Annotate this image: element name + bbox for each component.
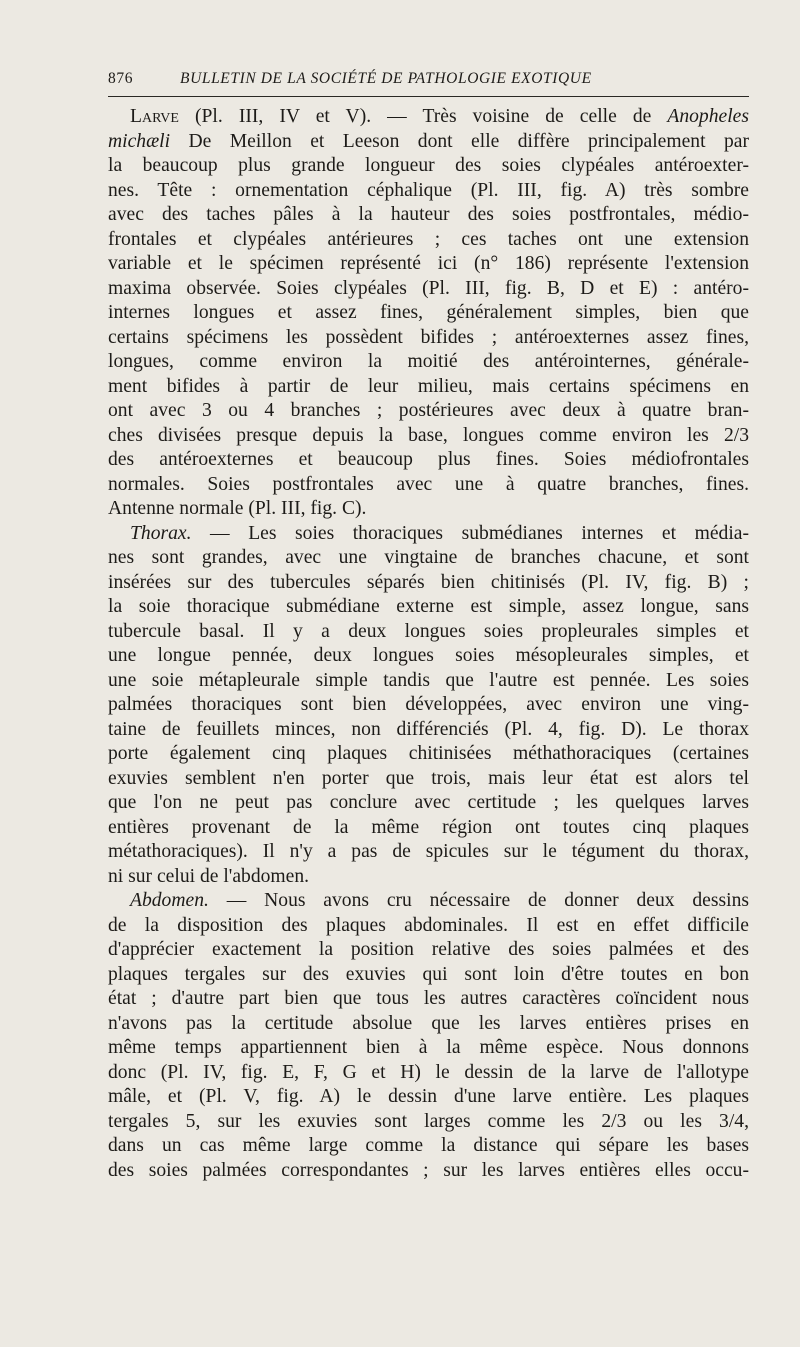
text-line [108, 865, 749, 890]
text-segment: palmées thoraciques sont bien développées, avec environ une ving- [108, 694, 749, 715]
text-line [108, 620, 749, 645]
text-segment: une longue pennée, deux longues soies mésopleurales simples, et [108, 645, 749, 666]
text-segment: état ; d'autre part bien que tous les autres caractères coïncident nous [108, 988, 749, 1009]
page-number: 876 [108, 70, 134, 87]
text-segment: frontales et clypéales antérieures ; ces taches ont une extension [108, 228, 749, 250]
italic-term: michæli [108, 130, 171, 152]
text-segment: De Meillon et Leeson dont elle diffère principalement par [170, 130, 749, 152]
text-line [108, 424, 749, 449]
text-line [108, 399, 749, 424]
text-line [108, 840, 749, 865]
text-segment: — Les soies thoraciques submédianes internes et média- [191, 522, 749, 544]
text-segment: même temps appartiennent bien à la même espèce. Nous donnons [108, 1037, 749, 1058]
running-header [108, 70, 748, 88]
text-line [108, 203, 749, 228]
text-line [108, 154, 749, 179]
text-segment: tubercule basal. Il y a deux longues soies propleurales simples et [108, 620, 749, 642]
text-segment: nes. Tête : ornementation céphalique (Pl. III, fig. A) très sombre [108, 179, 749, 201]
text-line [108, 1061, 749, 1086]
text-segment: ont avec 3 ou 4 branches ; postérieures avec deux à quatre bran- [108, 400, 749, 421]
text-segment: des soies palmées correspondantes ; sur les larves entières elles occu- [108, 1159, 749, 1181]
text-line [108, 277, 749, 302]
text-segment: variable et le spécimen représenté ici (n° 186) représente l'extension [108, 253, 749, 274]
text-line [108, 669, 749, 694]
text-line [108, 693, 749, 718]
text-line [108, 914, 749, 939]
text-line [108, 228, 749, 253]
text-line [108, 350, 749, 375]
text-line [108, 1036, 749, 1061]
text-line [108, 1110, 749, 1135]
text-line [108, 889, 749, 914]
text-line [108, 644, 749, 669]
text-segment: plaques tergales sur des exuvies qui sont loin d'être toutes en bon [108, 963, 749, 985]
text-segment: maxima observée. Soies clypéales (Pl. III, fig. B, D et E) : antéro- [108, 277, 749, 299]
text-segment: avec des taches pâles à la hauteur des soies postfrontales, médio- [108, 204, 749, 225]
text-line [108, 816, 749, 841]
text-segment: des antéroexternes et beaucoup plus fines. Soies médiofrontales [108, 449, 749, 470]
text-segment: — Nous avons cru nécessaire de donner deux dessins [208, 890, 749, 911]
text-segment: entières provenant de la même région ont toutes cinq plaques [108, 816, 749, 838]
text-segment: que l'on ne peut pas conclure avec certitude ; les quelques larves [108, 792, 749, 813]
text-segment: normales. Soies postfrontales avec une à quatre branches, fines. [108, 473, 749, 495]
text-line [108, 375, 749, 400]
text-segment: porte également cinq plaques chitinisées méthathoraciques (certaines [108, 743, 749, 764]
text-segment: longues, comme environ la moitié des antérointernes, générale- [108, 351, 749, 372]
text-segment: (Pl. III, IV et V). — Très voisine de celle de [178, 106, 668, 127]
text-segment: tergales 5, sur les exuvies sont larges comme les 2/3 ou les 3/4, [108, 1110, 749, 1132]
text-segment: une soie métapleurale simple tandis que l'autre est pennée. Les soies [108, 669, 749, 691]
text-segment: n'avons pas la certitude absolue que les larves entières prises en [108, 1012, 749, 1034]
text-line [108, 1134, 749, 1159]
text-line [108, 130, 749, 155]
text-line [108, 179, 749, 204]
text-line [108, 791, 749, 816]
text-line [108, 1159, 749, 1184]
text-segment: métathoraciques). Il n'y a pas de spicules sur le tégument du thorax, [108, 841, 749, 862]
text-segment: Antenne normale (Pl. III, fig. C). [108, 498, 367, 519]
text-line [108, 252, 749, 277]
text-line [108, 1012, 749, 1037]
text-line [108, 448, 749, 473]
text-segment: ches divisées presque depuis la base, longues comme environ les 2/3 [108, 424, 749, 446]
header-rule [108, 96, 749, 97]
italic-term: Anopheles [667, 106, 749, 127]
text-segment: donc (Pl. IV, fig. E, F, G et H) le dessin de la larve de l'allotype [108, 1061, 749, 1083]
section-heading: Larve [130, 106, 179, 127]
body-text [108, 105, 749, 1183]
text-segment: mâle, et (Pl. V, fig. A) le dessin d'une larve entière. Les plaques [108, 1086, 749, 1107]
text-segment: nes sont grandes, avec une vingtaine de branches chacune, et sont [108, 547, 749, 568]
text-line [108, 987, 749, 1012]
text-line [108, 546, 749, 571]
text-line [108, 595, 749, 620]
text-line [108, 571, 749, 596]
text-line [108, 301, 749, 326]
text-line [108, 497, 749, 522]
italic-term: Abdomen. [130, 890, 209, 911]
text-line [108, 742, 749, 767]
text-line [108, 522, 749, 547]
text-line [108, 326, 749, 351]
text-segment: certains spécimens les possèdent bifides ; antéroexternes assez fines, [108, 326, 749, 348]
text-line [108, 105, 749, 130]
text-line [108, 473, 749, 498]
text-line [108, 718, 749, 743]
italic-term: Thorax. [130, 522, 192, 544]
text-segment: internes longues et assez fines, généralement simples, bien que [108, 302, 749, 323]
text-segment: la soie thoracique submédiane externe est simple, assez longue, sans [108, 596, 749, 617]
running-title: BULLETIN DE LA SOCIÉTÉ DE PATHOLOGIE EXOTIQUE [180, 70, 592, 87]
text-segment: ment bifides à partir de leur milieu, mais certains spécimens en [108, 375, 749, 397]
text-line [108, 1085, 749, 1110]
text-segment: exuvies semblent n'en porter que trois, mais leur état est alors tel [108, 767, 749, 789]
text-segment: insérées sur des tubercules séparés bien chitinisés (Pl. IV, fig. B) ; [108, 571, 749, 593]
text-line [108, 767, 749, 792]
text-segment: d'apprécier exactement la position relative des soies palmées et des [108, 939, 749, 960]
text-line [108, 938, 749, 963]
text-segment: taine de feuillets minces, non différenciés (Pl. 4, fig. D). Le thorax [108, 718, 749, 740]
text-line [108, 963, 749, 988]
text-segment: de la disposition des plaques abdominales. Il est en effet difficile [108, 914, 749, 936]
text-segment: ni sur celui de l'abdomen. [108, 865, 310, 887]
text-segment: la beaucoup plus grande longueur des soies clypéales antéroexter- [108, 155, 749, 176]
text-segment: dans un cas même large comme la distance qui sépare les bases [108, 1135, 749, 1156]
